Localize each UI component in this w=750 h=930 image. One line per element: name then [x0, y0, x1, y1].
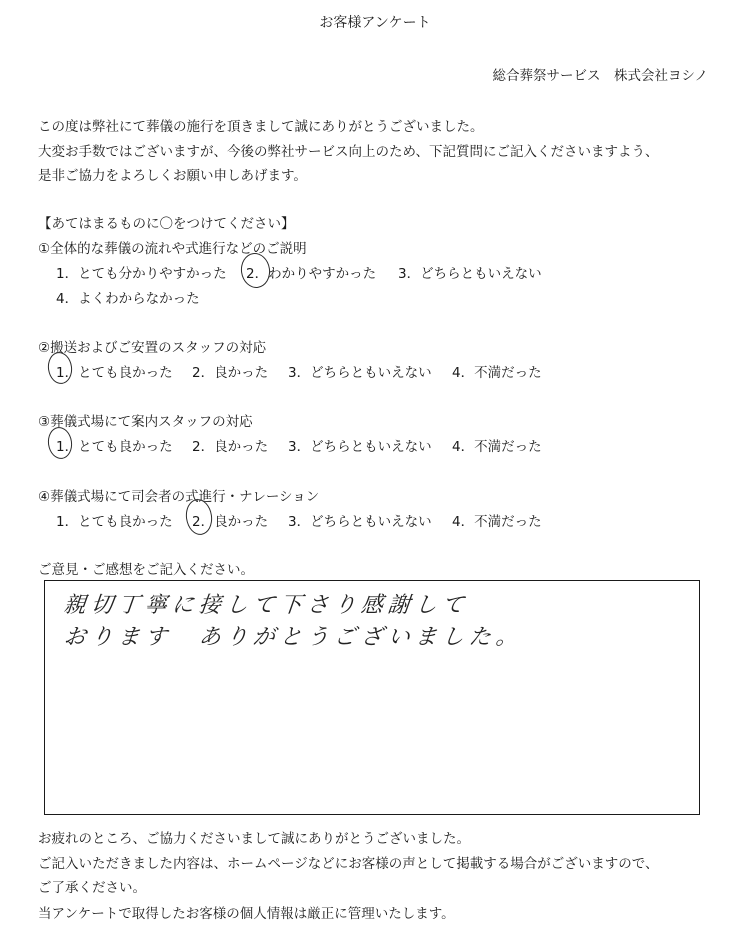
question-3-title: ③葬儀式場にて案内スタッフの対応 — [38, 414, 253, 430]
question-2-option-4[interactable]: 4．不満だった — [452, 365, 542, 381]
question-1-option-1[interactable]: 1．とても分かりやすかった — [56, 266, 227, 282]
question-4-title: ④葬儀式場にて司会者の式進行・ナレーション — [38, 489, 320, 505]
question-1-option-4[interactable]: 4．よくわからなかった — [56, 291, 200, 307]
question-1-title: ①全体的な葬儀の流れや式進行などのご説明 — [38, 241, 307, 257]
question-4-option-1[interactable]: 1．とても良かった — [56, 514, 173, 530]
intro-line-2: 大変お手数ではございますが、今後の弊社サービス向上のため、下記質問にご記入くださいますよう、 — [38, 144, 659, 160]
page-title: お客様アンケート — [319, 15, 431, 31]
question-2-option-2[interactable]: 2．良かった — [192, 365, 269, 381]
question-3-selection-circle — [46, 425, 74, 460]
question-2-option-1[interactable]: 1．とても良かった — [56, 365, 173, 381]
question-4-option-3[interactable]: 3．どちらともいえない — [288, 514, 432, 530]
instruction: 【あてはまるものに〇をつけてください】 — [38, 216, 295, 232]
handwritten-comment-line-1: 親切丁寧に接して下さり感謝して — [62, 593, 471, 618]
question-3-option-1[interactable]: 1．とても良かった — [56, 439, 173, 455]
question-2-option-3[interactable]: 3．どちらともいえない — [288, 365, 432, 381]
footer-line-2: ご記入いただきました内容は、ホームページなどにお客様の声として掲載する場合がございますので、 — [38, 856, 659, 872]
question-3-option-3[interactable]: 3．どちらともいえない — [288, 439, 432, 455]
handwritten-comment-line-2: おります ありがとうございました。 — [62, 625, 525, 650]
intro-line-3: 是非ご協力をよろしくお願い申しあげます。 — [38, 168, 307, 184]
footer-line-1: お疲れのところ、ご協力くださいまして誠にありがとうございました。 — [38, 831, 470, 847]
question-1-option-3[interactable]: 3．どちらともいえない — [398, 266, 542, 282]
intro-line-1: この度は弊社にて葬儀の施行を頂きまして誠にありがとうございました。 — [38, 119, 484, 135]
question-2-title: ②搬送およびご安置のスタッフの対応 — [38, 340, 267, 356]
comments-label: ご意見・ご感想をご記入ください。 — [38, 562, 254, 578]
question-4-option-2[interactable]: 2．良かった — [192, 514, 269, 530]
question-3-option-4[interactable]: 4．不満だった — [452, 439, 542, 455]
footer-line-4: 当アンケートで取得したお客様の個人情報は厳正に管理いたします。 — [38, 906, 455, 922]
company-name: 総合葬祭サービス 株式会社ヨシノ — [492, 68, 708, 84]
question-4-option-4[interactable]: 4．不満だった — [452, 514, 542, 530]
footer-line-3: ご了承ください。 — [38, 880, 146, 896]
question-3-option-2[interactable]: 2．良かった — [192, 439, 269, 455]
question-1-option-2[interactable]: 2．わかりやすかった — [246, 266, 377, 282]
